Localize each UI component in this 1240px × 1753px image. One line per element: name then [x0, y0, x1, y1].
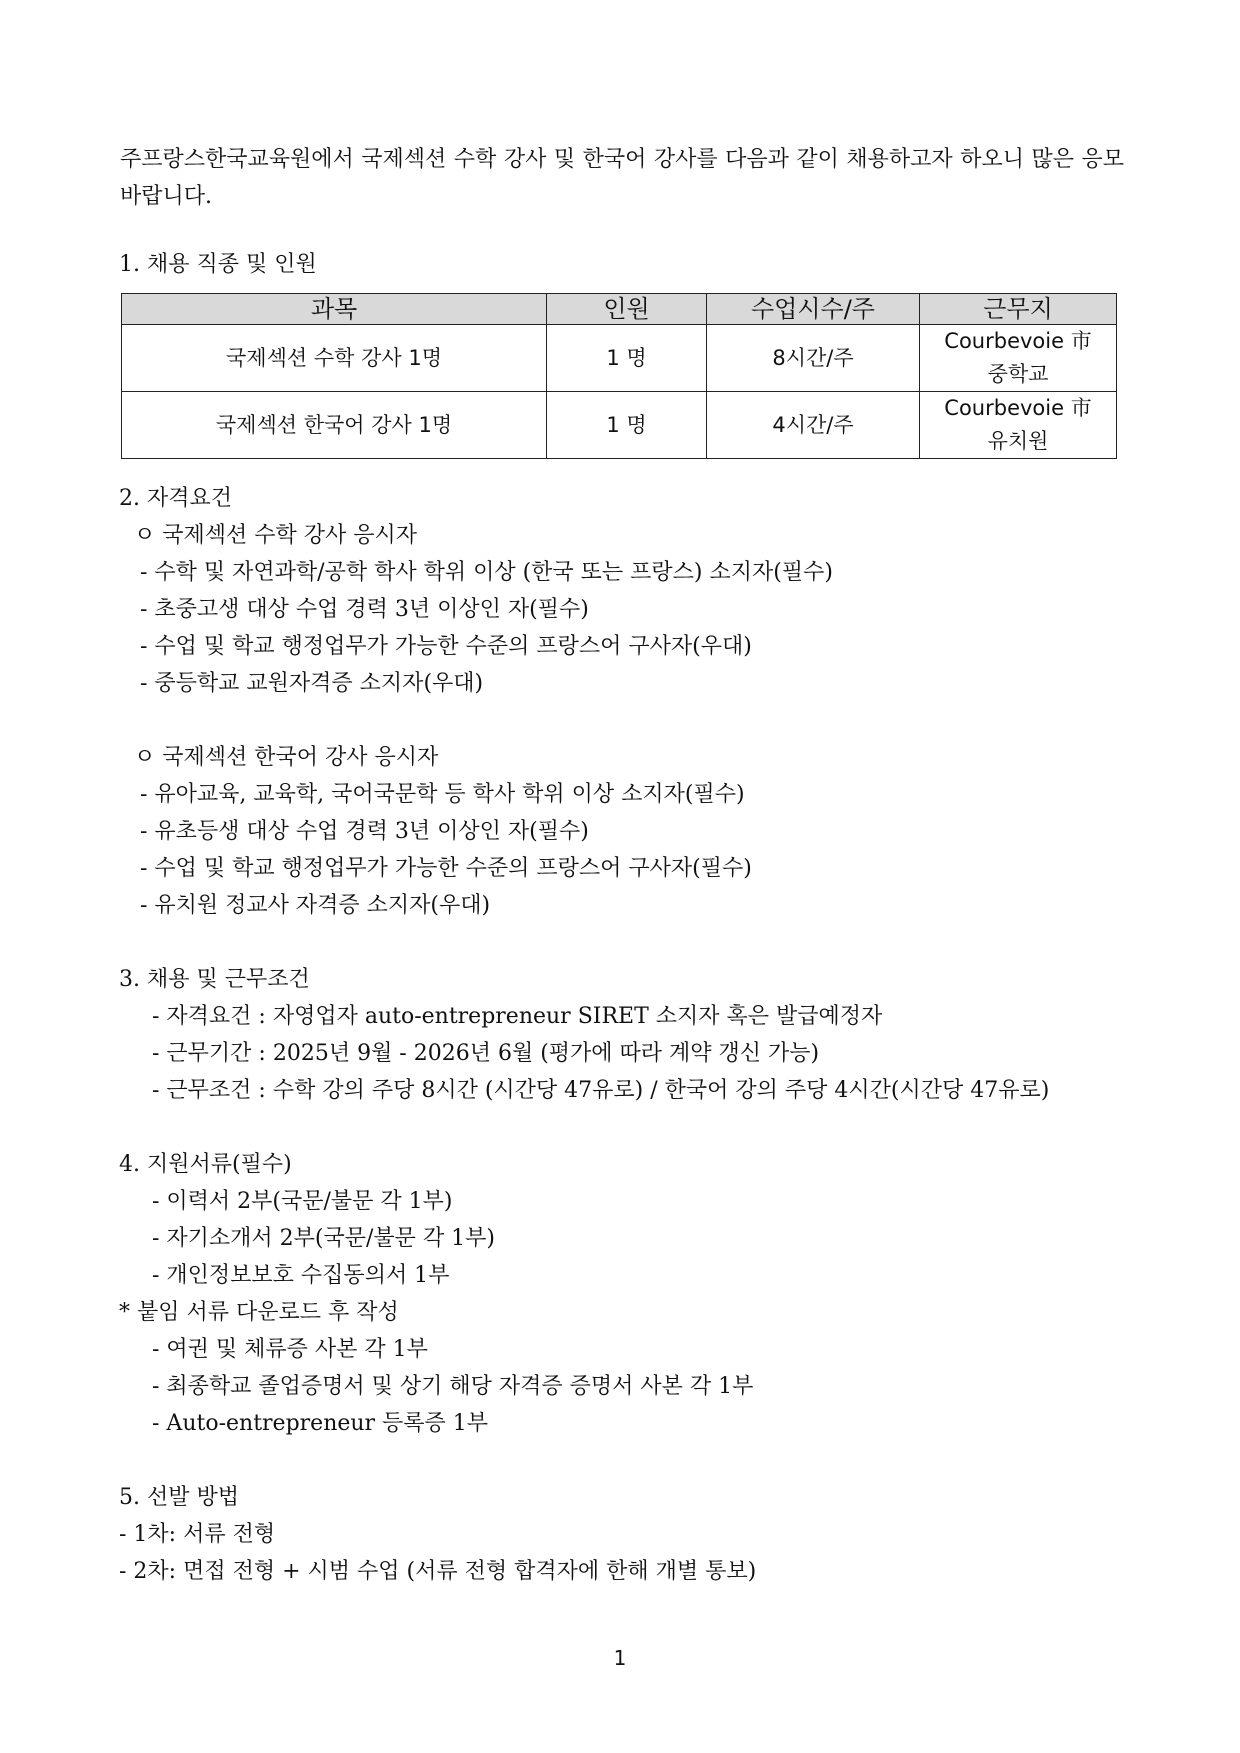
list-item: - 자격요건 : 자영업자 auto-entrepreneur SIRET 소지자 혹은 발급예정자 [152, 1004, 883, 1029]
list-item: - 중등학교 교원자격증 소지자(우대) [140, 671, 484, 696]
list-item: - 수업 및 학교 행정업무가 가능한 수준의 프랑스어 구사자(우대) [140, 634, 752, 659]
cell-count: 1 명 [547, 392, 707, 459]
cell-location [920, 325, 1117, 392]
cell-location [920, 392, 1117, 459]
intro-paragraph: 주프랑스한국교육원에서 국제섹션 수학 강사 및 한국어 강사를 다음과 같이 채용하고자 하오니 많은 응모 바랍니다. [120, 147, 1124, 209]
list-item: - 여권 및 체류증 사본 각 1부 [152, 1337, 428, 1362]
section3-title: 3. 채용 및 근무조건 [119, 967, 310, 992]
section5-title: 5. 선발 방법 [119, 1485, 239, 1510]
cell-count: 1 명 [547, 325, 707, 392]
section4-title: 4. 지원서류(필수) [119, 1152, 292, 1177]
recruitment-table [121, 293, 1117, 459]
table-header-row [122, 294, 1117, 325]
cell-hours: 8시간/주 [707, 325, 920, 392]
list-item: - 개인정보보호 수집동의서 1부 [152, 1263, 450, 1288]
korean-applicant-heading: ㅇ 국제섹션 한국어 강사 응시자 [134, 745, 439, 770]
list-item: - 초중고생 대상 수업 경력 3년 이상인 자(필수) [140, 597, 589, 622]
list-item: - 유초등생 대상 수업 경력 3년 이상인 자(필수) [140, 819, 589, 844]
math-applicant-heading: ㅇ 국제섹션 수학 강사 응시자 [134, 523, 417, 548]
list-item: - 유치원 정교사 자격증 소지자(우대) [140, 893, 491, 918]
attachment-note: * 붙임 서류 다운로드 후 작성 [119, 1300, 399, 1325]
list-item: - 1차: 서류 전형 [119, 1522, 276, 1547]
header-subject: 과목 [122, 294, 547, 325]
list-item: - 수학 및 자연과학/공학 학사 학위 이상 (한국 또는 프랑스) 소지자(필수) [140, 560, 833, 585]
cell-subject: 국제섹션 한국어 강사 1명 [122, 392, 547, 459]
list-item: - 2차: 면접 전형 + 시범 수업 (서류 전형 합격자에 한해 개별 통보) [119, 1559, 757, 1584]
location-school: 유치원 [987, 429, 1049, 453]
cell-hours: 4시간/주 [707, 392, 920, 459]
list-item: - 근무조건 : 수학 강의 주당 8시간 (시간당 47유로) / 한국어 강의 주당 4시간(시간당 47유로) [152, 1078, 1050, 1103]
location-city: Courbevoie 市 [944, 329, 1092, 353]
location-city: Courbevoie 市 [944, 396, 1092, 420]
page-number: 1 [613, 1646, 627, 1670]
section1-title: 1. 채용 직종 및 인원 [119, 252, 317, 277]
list-item: - 이력서 2부(국문/불문 각 1부) [152, 1189, 453, 1214]
table-row [122, 325, 1117, 392]
cell-subject: 국제섹션 수학 강사 1명 [122, 325, 547, 392]
header-location: 근무지 [920, 294, 1117, 325]
list-item: - Auto-entrepreneur 등록증 1부 [152, 1411, 489, 1436]
list-item: - 근무기간 : 2025년 9월 - 2026년 6월 (평가에 따라 계약 갱신 가능) [152, 1041, 820, 1066]
location-school: 중학교 [987, 362, 1049, 386]
header-count: 인원 [547, 294, 707, 325]
list-item: - 유아교육, 교육학, 국어국문학 등 학사 학위 이상 소지자(필수) [140, 782, 745, 807]
list-item: - 자기소개서 2부(국문/불문 각 1부) [152, 1226, 496, 1251]
header-hours: 수업시수/주 [707, 294, 920, 325]
list-item: - 최종학교 졸업증명서 및 상기 해당 자격증 증명서 사본 각 1부 [152, 1374, 754, 1399]
list-item: - 수업 및 학교 행정업무가 가능한 수준의 프랑스어 구사자(필수) [140, 856, 752, 881]
table-row [122, 392, 1117, 459]
section2-title: 2. 자격요건 [119, 486, 232, 511]
